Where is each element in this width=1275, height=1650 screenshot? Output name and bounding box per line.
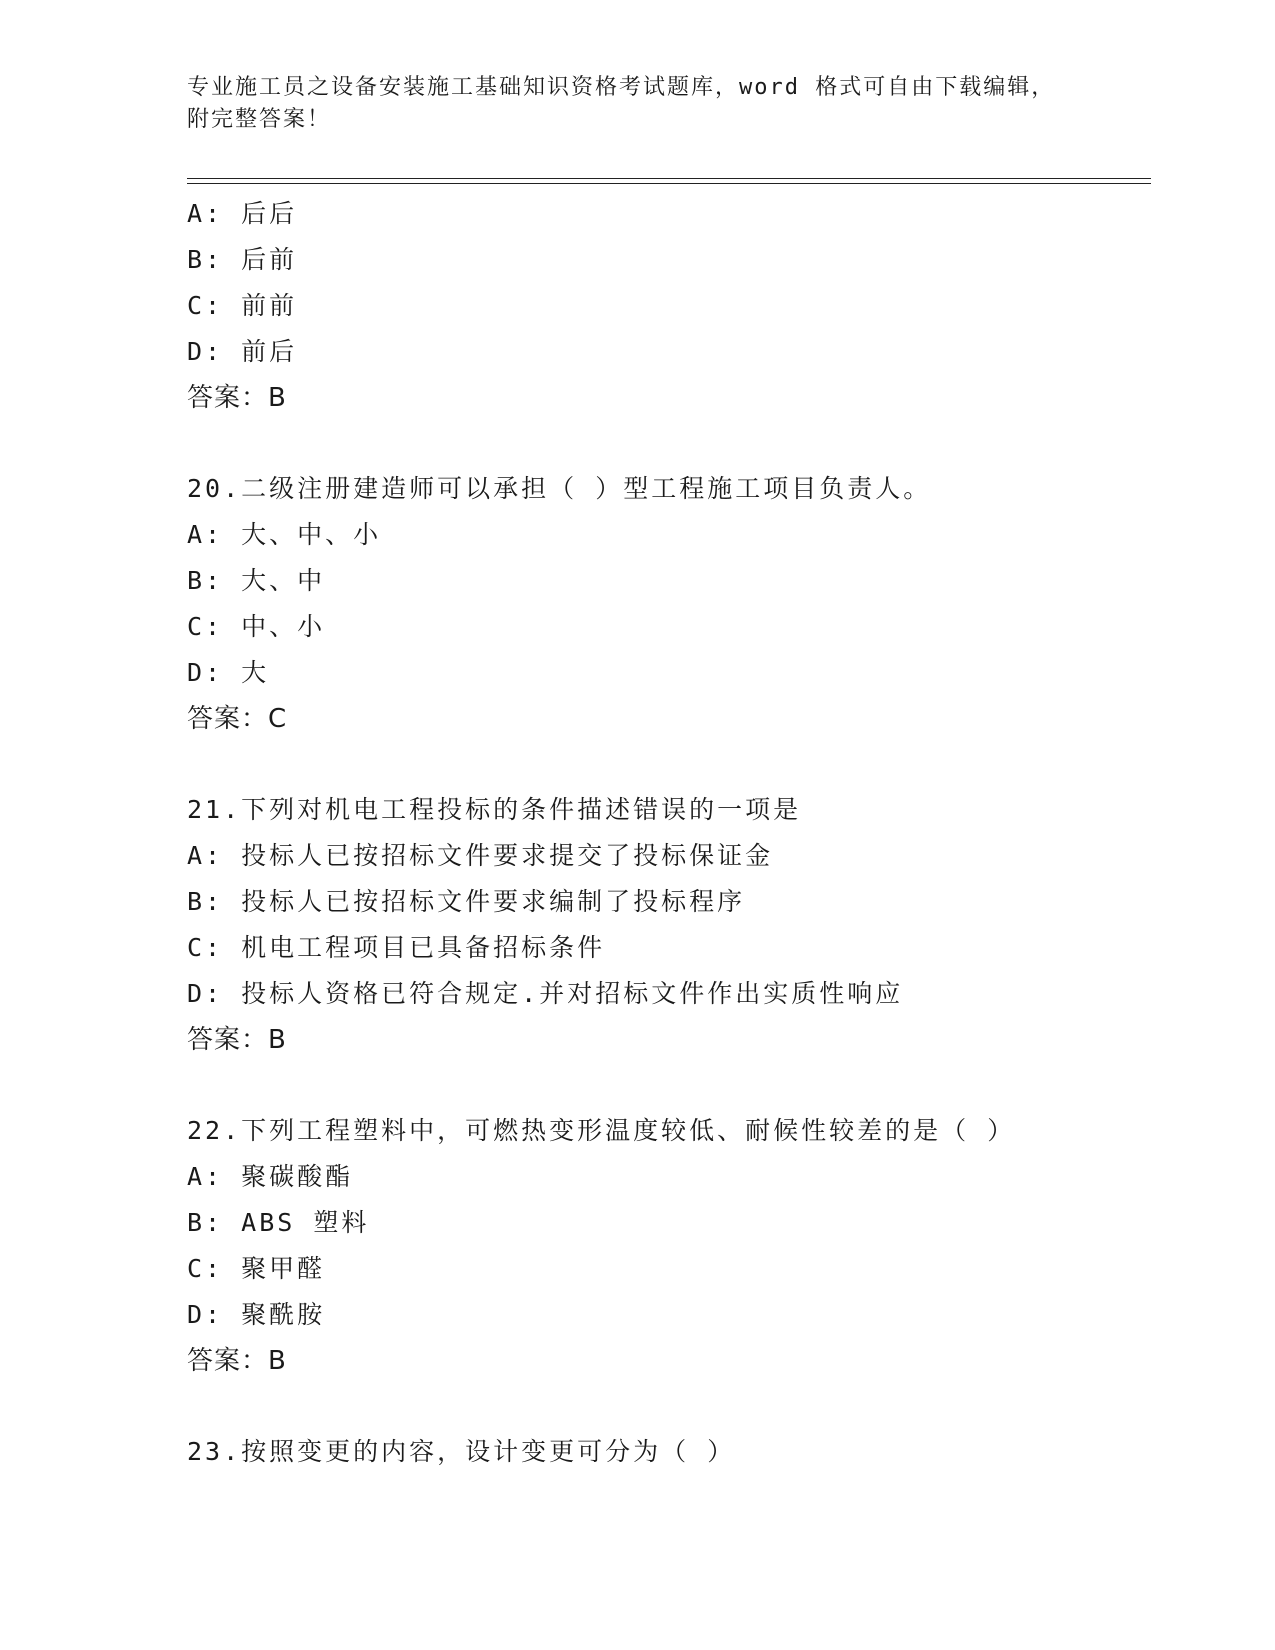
question-text: 21.下列对机电工程投标的条件描述错误的一项是 (187, 795, 802, 824)
option-c: C: 机电工程项目已具备招标条件 (187, 933, 606, 962)
option-d: D: 大 (187, 658, 270, 687)
question-text: 22.下列工程塑料中，可燃热变形温度较低、耐候性较差的是（ ） (187, 1116, 1016, 1145)
question-list (187, 191, 1147, 1475)
option-a: A: 聚碳酸酯 (187, 1162, 354, 1191)
question-text: 20.二级注册建造师可以承担（ ）型工程施工项目负责人。 (187, 474, 932, 503)
answer-line: 答案：B (187, 383, 287, 413)
document-header (187, 72, 1087, 136)
header-line-1: 专业施工员之设备安装施工基础知识资格考试题库，word 格式可自由下载编辑， (187, 75, 1056, 100)
option-c: C: 前前 (187, 291, 298, 320)
answer-line: 答案：B (187, 1025, 287, 1055)
option-d: D: 前后 (187, 337, 298, 366)
option-b: B: ABS 塑料 (187, 1208, 370, 1237)
option-d: D: 投标人资格已符合规定.并对招标文件作出实质性响应 (187, 979, 904, 1008)
answer-line: 答案：B (187, 1346, 287, 1376)
header-divider-top (187, 178, 1151, 179)
option-a: A: 投标人已按招标文件要求提交了投标保证金 (187, 841, 774, 870)
question-23-block (187, 1429, 1147, 1475)
question-20-block (187, 466, 1147, 742)
option-b: B: 大、中 (187, 566, 326, 595)
option-a: A: 大、中、小 (187, 520, 382, 549)
option-c: C: 中、小 (187, 612, 326, 641)
answer-line: 答案：C (187, 704, 288, 734)
question-22-block (187, 1108, 1147, 1384)
option-b: B: 投标人已按招标文件要求编制了投标程序 (187, 887, 746, 916)
question-19-block (187, 191, 1147, 421)
question-21-block (187, 787, 1147, 1063)
option-c: C: 聚甲醛 (187, 1254, 326, 1283)
option-b: B: 后前 (187, 245, 298, 274)
option-d: D: 聚酰胺 (187, 1300, 326, 1329)
option-a: A: 后后 (187, 199, 298, 228)
question-text: 23.按照变更的内容，设计变更可分为（ ） (187, 1437, 736, 1466)
header-line-2: 附完整答案！ (187, 107, 332, 132)
header-divider-bottom (187, 183, 1151, 184)
